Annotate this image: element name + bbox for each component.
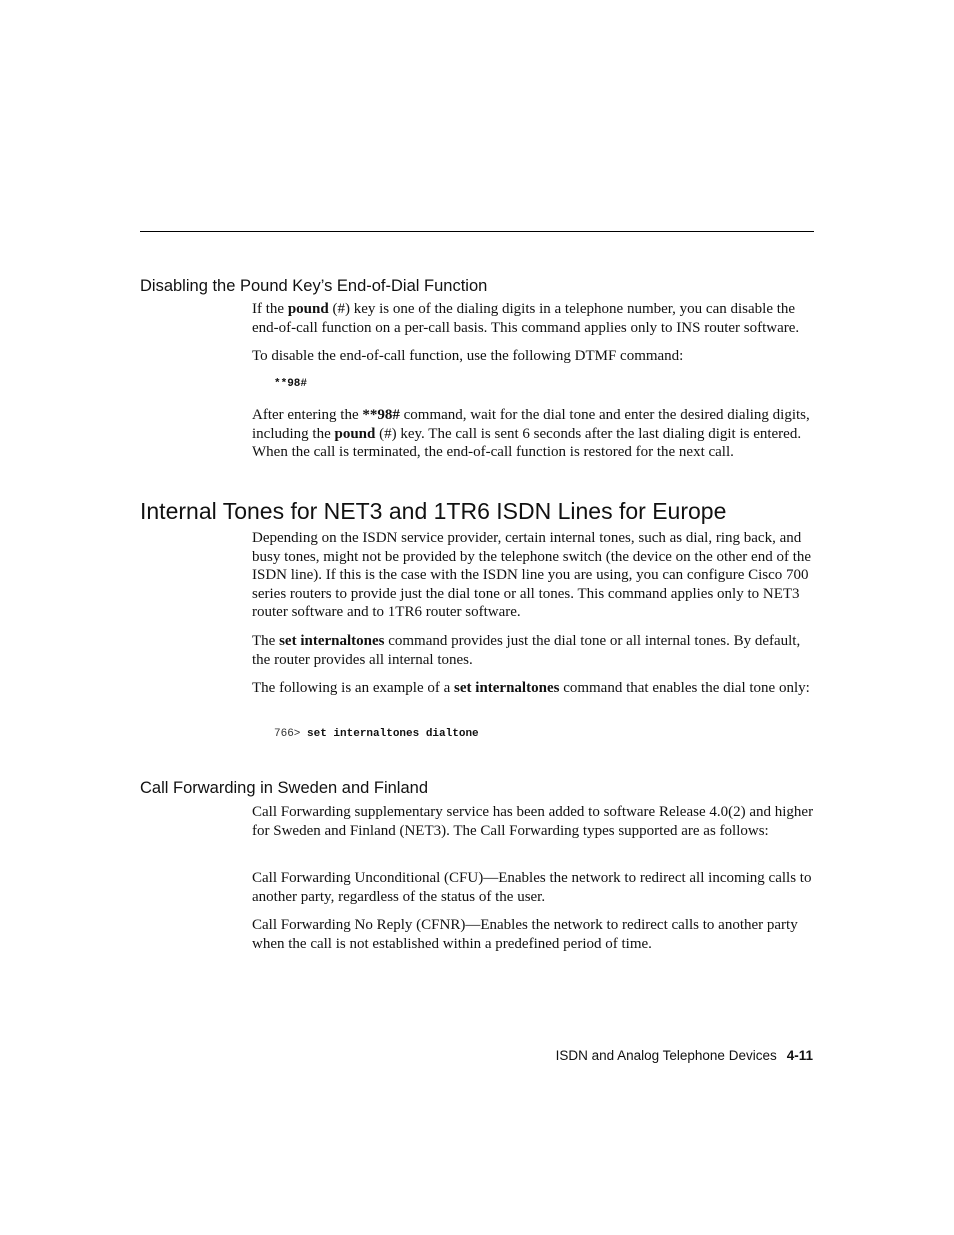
text-run: command provides just the dial tone or all internal tones. By default, the router provides all internal tones. xyxy=(252,633,801,668)
paragraph-set-internaltones xyxy=(252,632,817,669)
section-heading-internal-tones: Internal Tones for NET3 and 1TR6 ISDN Lines for Europe xyxy=(140,498,727,524)
bold-term: set internaltones xyxy=(279,633,385,649)
bold-term: set internaltones xyxy=(454,680,560,696)
text-run: command, wait for the dial tone and enter the desired dialing digits, including the xyxy=(252,407,810,442)
paragraph-call-forwarding-intro: Call Forwarding supplementary service has been added to software Release 4.0(2) and higher for Sweden and Finland (NET3). The Call Forwarding types supported are as follows: xyxy=(252,804,814,839)
page-number: 4-11 xyxy=(786,1048,813,1063)
code-dtmf-command xyxy=(274,377,307,391)
text-run: command that enables the dial tone only: xyxy=(559,680,810,696)
text-run: After entering the xyxy=(252,407,363,423)
code-command: **98# xyxy=(274,378,308,390)
paragraph-cfu: Call Forwarding Unconditional (CFU)—Enables the network to redirect all incoming calls to another party, regardless of the status of the user. xyxy=(252,870,812,905)
code-prompt: 766> xyxy=(274,728,308,740)
text-run: (#) key is one of the dialing digits in a telephone number, you can disable the end-of-call function on a per-call basis. This command applies only to INS router software. xyxy=(252,301,800,336)
paragraph-pound-intro xyxy=(252,300,817,337)
section-heading-pound-key: Disabling the Pound Key’s End-of-Dial Function xyxy=(140,277,488,295)
text-run: If the xyxy=(252,301,288,317)
code-example-internaltones xyxy=(274,727,479,741)
paragraph-internal-tones-intro: Depending on the ISDN service provider, certain internal tones, such as dial, ring back, and busy tones, might not be provided by the telephone switch (the device on the other end of the ISDN line). If this is the case with the ISDN line you are using, you can configure Cisco 700 series routers to provide just the dial tone or all tones. This command applies only to NET3 router software and to 1TR6 router software. xyxy=(252,530,812,621)
text-run: (#) key. The call is sent 6 seconds after the last dialing digit is entered. When the call is terminated, the end-of-call function is restored for the next call. xyxy=(252,425,802,461)
paragraph-cfnr: Call Forwarding No Reply (CFNR)—Enables the network to redirect calls to another party when the call is not established within a predefined period of time. xyxy=(252,917,798,952)
paragraph-after-entering xyxy=(252,406,817,462)
code-command: set internaltones dialtone xyxy=(307,728,479,740)
text-run: The following is an example of a xyxy=(252,680,455,696)
bold-term: pound xyxy=(334,425,376,442)
paragraph-example-intro xyxy=(252,679,817,698)
section-heading-call-forwarding: Call Forwarding in Sweden and Finland xyxy=(140,779,428,797)
header-rule xyxy=(140,231,814,232)
footer-title: ISDN and Analog Telephone Devices xyxy=(555,1048,777,1063)
page-footer xyxy=(556,1047,813,1065)
paragraph-disable-instruction: To disable the end-of-call function, use the following DTMF command: xyxy=(252,348,684,364)
bold-term: pound xyxy=(287,301,329,317)
text-run: The xyxy=(252,633,280,649)
bold-term: **98# xyxy=(362,407,400,423)
